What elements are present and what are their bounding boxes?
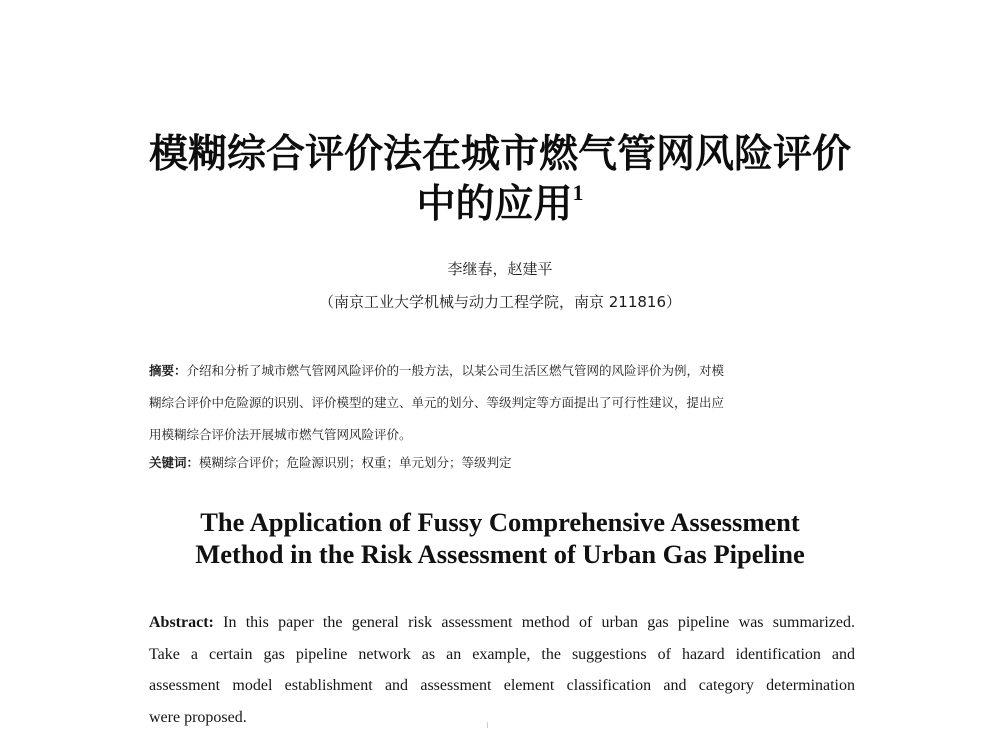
- chinese-abstract-line: 介绍和分析了城市燃气管网风险评价的一般方法，以某公司生活区燃气管网的风险评价为例，对模: [186, 363, 725, 378]
- chinese-title-text: 中的应用: [416, 182, 573, 227]
- chinese-keywords-label: 关键词：: [149, 455, 200, 470]
- english-abstract-line: assessment model establishment and assessment element classification and category determination: [149, 677, 855, 694]
- english-title-line-2: Method in the Risk Assessment of Urban Gas Pipeline: [195, 539, 805, 569]
- chinese-keywords-text: 模糊综合评价；危险源识别；权重；单元划分；等级判定: [199, 455, 512, 470]
- chinese-abstract-line: 用模糊综合评价法开展城市燃气管网风险评价。: [149, 427, 412, 442]
- english-abstract-line: Take a certain gas pipeline network as an example, the suggestions of hazard identification and: [149, 645, 855, 663]
- english-abstract-line: were proposed.: [149, 708, 247, 726]
- authors: 李继春，赵建平: [447, 260, 553, 278]
- chinese-title-line-2: [0, 173, 1000, 229]
- chinese-abstract: [149, 355, 855, 451]
- chinese-keywords: [149, 448, 855, 478]
- chinese-title-line-1: 模糊综合评价法在城市燃气管网风险评价: [148, 132, 851, 177]
- chinese-abstract-line: 糊综合评价中危险源的识别、评价模型的建立、单元的划分、等级判定等方面提出了可行性建议，提出应: [149, 395, 725, 410]
- english-abstract-label: Abstract:: [149, 614, 214, 631]
- english-abstract-line: [149, 607, 855, 639]
- title-footnote-marker: 1: [572, 180, 584, 205]
- cut-off-text-line: [149, 734, 855, 742]
- english-abstract-text: In this paper the general risk assessment method of urban gas pipeline was summarized.: [213, 614, 855, 631]
- affiliation: （南京工业大学机械与动力工程学院，南京 211816）: [318, 293, 682, 311]
- english-title-line-1: The Application of Fussy Comprehensive Assessment: [200, 507, 800, 537]
- chinese-abstract-label: 摘要：: [149, 363, 187, 378]
- scan-speck: [487, 722, 488, 728]
- english-abstract: [149, 607, 855, 733]
